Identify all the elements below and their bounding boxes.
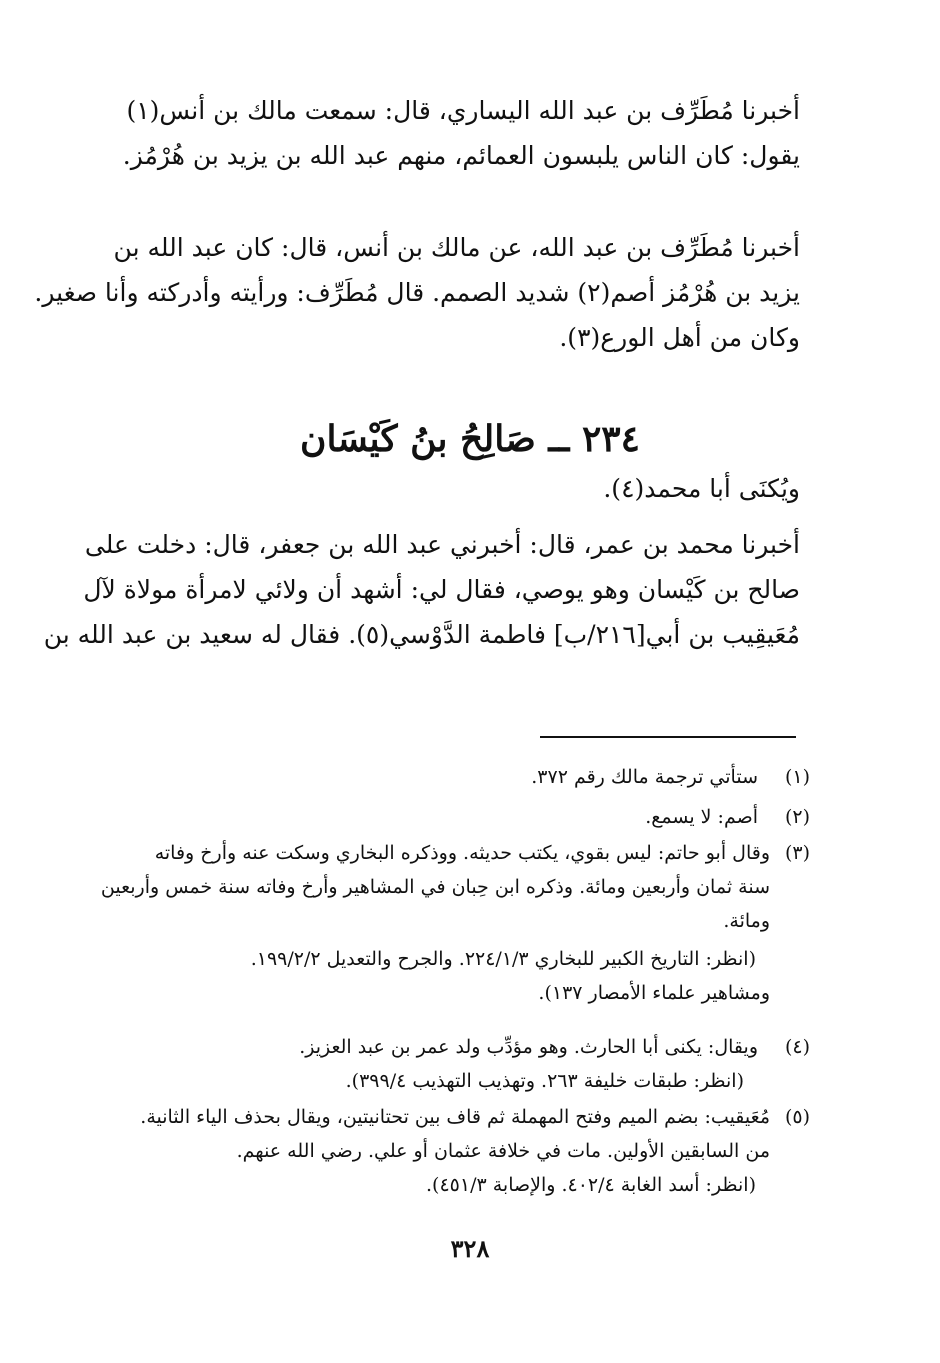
- footnote-1: [110, 760, 810, 794]
- text-line: أخبرنا مُطَرِّف بن عبد الله، عن مالك بن أنس، قال: كان عبد الله بن: [113, 233, 800, 262]
- text-line: صالح بن كَيْسان وهو يوصي، فقال لي: أشهد أن ولائي لامرأة مولاة لآل: [83, 575, 800, 604]
- footnote-line: ويقال: يكنى أبا الحارث. وهو مؤدِّب ولد عمر بن عبد العزيز.: [299, 1036, 758, 1058]
- footnote-line: (انظر: أسد الغابة ٤٠٢/٤. والإصابة ٤٥١/٣).: [426, 1174, 756, 1196]
- footnote-line: وقال أبو حاتم: ليس بقوي، يكتب حديثه. ووذكره البخاري وسكت عنه وأرخ وفاته: [154, 842, 770, 864]
- footnote-line: من السابقين الأولين. مات في خلافة عثمان أو علي. رضي الله عنهم.: [236, 1140, 770, 1162]
- footnote-5: [110, 1100, 810, 1202]
- text-line: وكان من أهل الورع(٣).: [559, 323, 800, 352]
- text-line: مُعَيقِيب بن أبي[٢١٦/ب] فاطمة الدَّوْسي(٥). فقال له سعيد بن عبد الله بن: [43, 620, 800, 649]
- footnote-line: أصم: لا يسمع.: [645, 806, 758, 828]
- footnote-line: سنة ثمان وأربعين ومائة. وذكره ابن حِبان في المشاهير وأرخ وفاته سنة خمس وأربعين: [100, 876, 770, 898]
- footnote-line: مُعَيقيب: بضم الميم وفتح المهملة ثم قاف بين تحتانيتين، ويقال بحذف الياء الثانية.: [140, 1106, 770, 1128]
- text-line: يقول: كان الناس يلبسون العمائم، منهم عبد الله بن يزيد بن هُرْمُز.: [122, 141, 800, 170]
- section-heading: ٢٣٤ ــ صَالِحُ بنُ كَيْسَان: [300, 418, 640, 460]
- footnote-line: ومائة.: [723, 910, 770, 932]
- footnote-separator: [540, 736, 796, 738]
- footnote-number: (٥): [784, 1106, 810, 1128]
- footnote-number: (٣): [784, 842, 810, 864]
- paragraph-kunya: [100, 466, 800, 511]
- footnote-number: (٤): [784, 1036, 810, 1058]
- footnote-3: [100, 836, 810, 938]
- text-line: أخبرنا مُطَرِّف بن عبد الله اليساري، قال: سمعت مالك بن أنس(١): [126, 96, 800, 125]
- footnote-number: (٢): [784, 806, 810, 828]
- text-line: ويُكنَى أبا محمد(٤).: [603, 474, 800, 503]
- paragraph-3: [43, 522, 800, 657]
- text-line: أخبرنا محمد بن عمر، قال: أخبرني عبد الله بن جعفر، قال: دخلت على: [84, 530, 800, 559]
- footnote-line: ستأتي ترجمة مالك رقم ٣٧٢.: [531, 766, 758, 788]
- footnote-number: (١): [784, 766, 810, 788]
- paragraph-1: [100, 88, 800, 178]
- footnote-line: (انظر: طبقات خليفة ٢٦٣. وتهذيب التهذيب ٣٩٩/٤).: [345, 1070, 744, 1092]
- footnote-3-reference: [110, 942, 810, 1010]
- paragraph-2: [34, 225, 800, 360]
- footnote-2: [110, 800, 810, 834]
- footnote-line: (انظر: التاريخ الكبير للبخاري ٢٢٤/١/٣. والجرح والتعديل ١٩٩/٢/٢.: [250, 948, 756, 970]
- text-line: يزيد بن هُرْمُز أصم(٢) شديد الصمم. قال مُطَرِّف: ورأيته وأدركته وأنا صغير.: [34, 278, 800, 307]
- footnote-4: [110, 1030, 810, 1098]
- page-number: ٣٢٨: [450, 1234, 490, 1263]
- footnote-line: ومشاهير علماء الأمصار ١٣٧).: [538, 982, 770, 1004]
